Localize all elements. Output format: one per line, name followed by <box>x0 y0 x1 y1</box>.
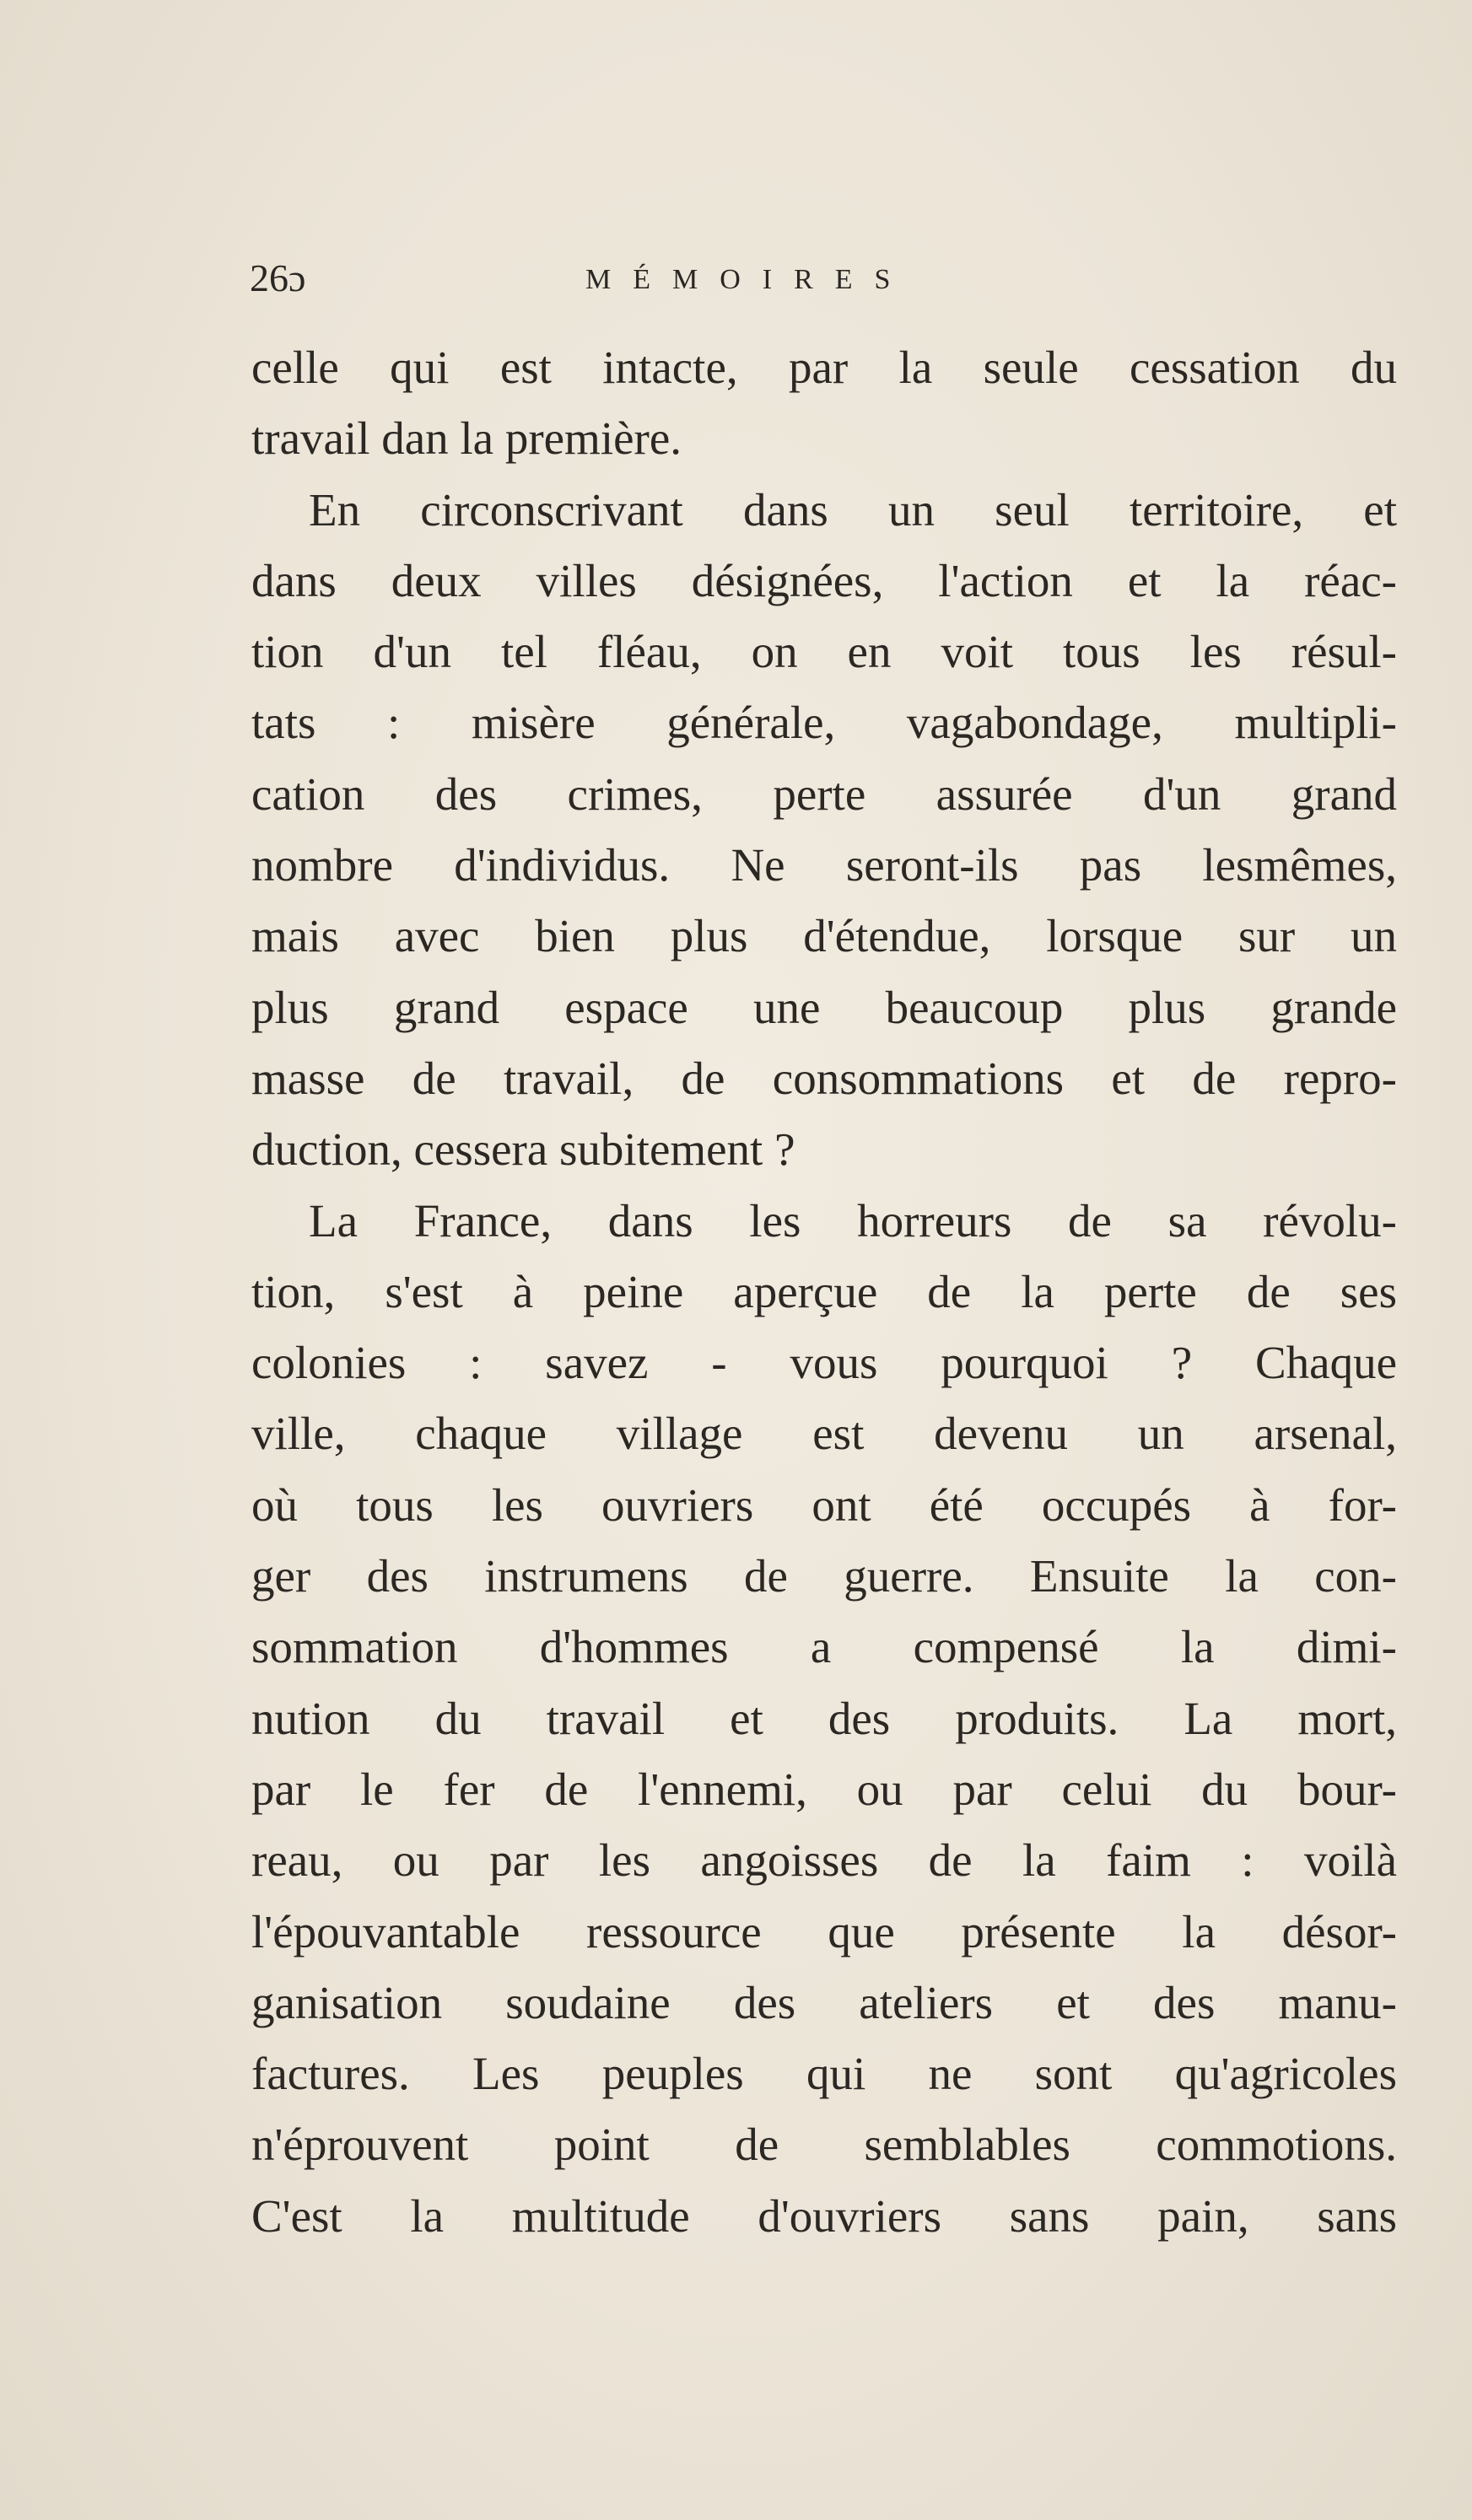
text-line: ville, chaque village est devenu un arsenal, <box>251 1408 1397 1460</box>
text-line: sommation d'hommes a compensé la dimi- <box>251 1621 1397 1673</box>
text-line: où tous les ouvriers ont été occupés à for- <box>251 1478 1397 1531</box>
page-number: 26ɔ <box>250 256 306 299</box>
text-line: tion d'un tel fléau, on en voit tous les résul- <box>251 626 1397 678</box>
text-line: par le fer de l'ennemi, ou par celui du bour- <box>251 1763 1397 1815</box>
text-line: n'éprouvent point de semblables commotions. <box>251 2119 1397 2171</box>
text-line: duction, cessera subitement ? <box>251 1123 795 1176</box>
text-line: plus grand espace une beaucoup plus grande <box>251 981 1397 1033</box>
text-line: nution du travail et des produits. La mort, <box>251 1692 1397 1744</box>
text-line: ganisation soudaine des ateliers et des manu- <box>251 1976 1397 2028</box>
text-line: reau, ou par les angoisses de la faim : voilà <box>251 1834 1397 1887</box>
text-line: dans deux villes désignées, l'action et la réac- <box>251 554 1397 606</box>
text-line: La France, dans les horreurs de sa révolu- <box>309 1194 1397 1247</box>
text-line: travail dan la première. <box>251 412 682 465</box>
page-header <box>250 253 1363 312</box>
text-line: tats : misère générale, vagabondage, multipli- <box>251 697 1397 749</box>
text-line: masse de travail, de consommations et de repro- <box>251 1052 1397 1104</box>
text-line: mais avec bien plus d'étendue, lorsque sur un <box>251 910 1397 962</box>
text-line: factures. Les peuples qui ne sont qu'agricoles <box>251 2048 1397 2100</box>
text-line: C'est la multitude d'ouvriers sans pain, sans <box>251 2189 1397 2242</box>
body-text <box>251 332 1397 2252</box>
text-line: ger des instrumens de guerre. Ensuite la con- <box>251 1550 1397 1602</box>
text-line: tion, s'est à peine aperçue de la perte de ses <box>251 1265 1397 1317</box>
text-line: colonies : savez - vous pourquoi ? Chaque <box>251 1337 1397 1389</box>
text-line: l'épouvantable ressource que présente la désor- <box>251 1905 1397 1957</box>
text-line: nombre d'individus. Ne seront-ils pas lesmêmes, <box>251 839 1397 891</box>
text-line: En circonscrivant dans un seul territoire, et <box>309 483 1397 536</box>
running-title: MÉMOIRES <box>585 264 913 295</box>
text-line: celle qui est intacte, par la seule cessation du <box>251 342 1397 393</box>
text-line: cation des crimes, perte assurée d'un grand <box>251 767 1397 820</box>
